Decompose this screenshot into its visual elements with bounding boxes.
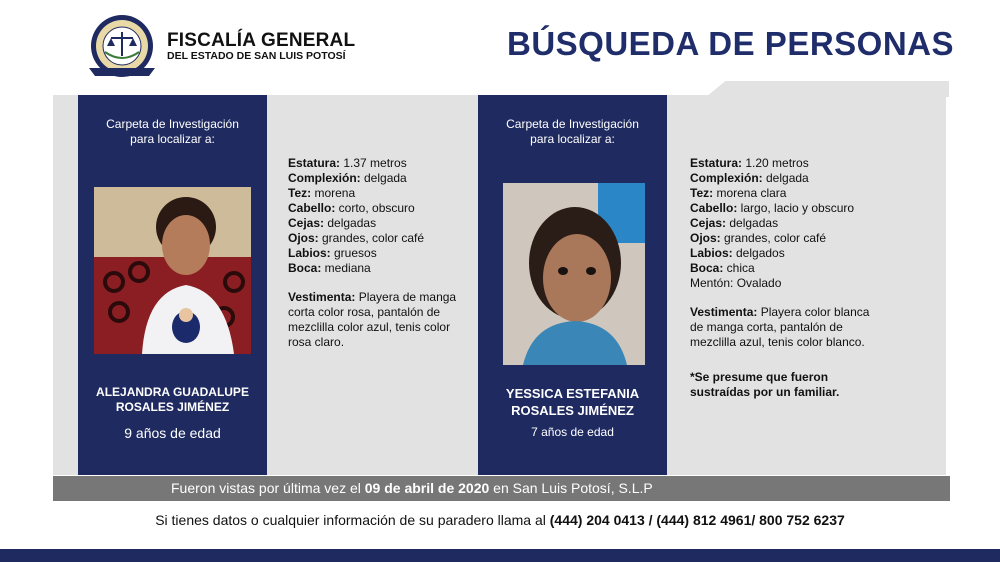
- attr-row: Tez: morena: [288, 186, 356, 200]
- attr-row: Estatura: 1.20 metros: [690, 156, 809, 170]
- vestimenta-1: Vestimenta: Playera de manga corta color rosa, pantalón de mezclilla color azul, tenis color rosa claro.: [288, 290, 457, 349]
- attr-row: Complexión: delgada: [690, 171, 809, 185]
- person-card-1: [78, 95, 267, 475]
- attr-row: Cejas: delgadas: [288, 216, 377, 230]
- fiscalia-seal-logo: [83, 12, 161, 84]
- attr-row: Tez: morena clara: [690, 186, 787, 200]
- contact-phones: (444) 204 0413 / (444) 812 4961/ 800 752 6237: [549, 512, 845, 528]
- abduction-note: *Se presume que fueron sustraídas por un familiar.: [690, 370, 840, 399]
- page-title: BÚSQUEDA DE PERSONAS: [507, 25, 955, 62]
- person-photo-2: [503, 183, 645, 365]
- person-age-2: 7 años de edad: [531, 425, 614, 439]
- person-name-2: YESSICA ESTEFANIA ROSALES JIMÉNEZ: [505, 386, 640, 418]
- attr-row: Boca: chica: [690, 261, 755, 275]
- org-subtitle: DEL ESTADO DE SAN LUIS POTOSÍ: [167, 50, 346, 62]
- person-details-1: [288, 156, 468, 350]
- last-seen-bar: [53, 476, 950, 501]
- person-name-1: ALEJANDRA GUADALUPE ROSALES JIMÉNEZ: [96, 385, 249, 414]
- attr-row: Ojos: grandes, color café: [288, 231, 425, 245]
- attr-row: Labios: delgados: [690, 246, 785, 260]
- person-photo-1: [94, 187, 251, 354]
- attr-row: Cabello: corto, obscuro: [288, 201, 415, 215]
- footer-stripe: [0, 549, 1000, 562]
- attr-row: Boca: mediana: [288, 261, 371, 275]
- attr-row: Labios: gruesos: [288, 246, 377, 260]
- attr-row: Ojos: grandes, color café: [690, 231, 827, 245]
- person-details-2: [690, 156, 880, 400]
- contact-line: Si tienes datos o cualquier información de su paradero llama al (444) 204 0413 / (444) 812 4961/ 800 752 6237: [155, 512, 845, 528]
- attr-row: Cejas: delgadas: [690, 216, 779, 230]
- person-card-2: [478, 95, 667, 475]
- attr-row: Cabello: largo, lacio y obscuro: [690, 201, 855, 215]
- vestimenta-2: Vestimenta: Playera color blanca de manga corta, pantalón de mezclilla azul, tenis color blanco.: [690, 305, 870, 349]
- attr-row: Complexión: delgada: [288, 171, 407, 185]
- attr-row: Mentón: Ovalado: [690, 276, 782, 290]
- card-caption: Carpeta de Investigación para localizar a:: [506, 117, 639, 146]
- attr-row: Estatura: 1.37 metros: [288, 156, 407, 170]
- card-caption: Carpeta de Investigación para localizar a:: [106, 117, 239, 146]
- org-name: FISCALÍA GENERAL: [167, 30, 356, 51]
- person-age-1: 9 años de edad: [124, 425, 221, 441]
- last-seen-text: Fueron vistas por última vez el 09 de abril de 2020 en San Luis Potosí, S.L.P: [171, 480, 653, 496]
